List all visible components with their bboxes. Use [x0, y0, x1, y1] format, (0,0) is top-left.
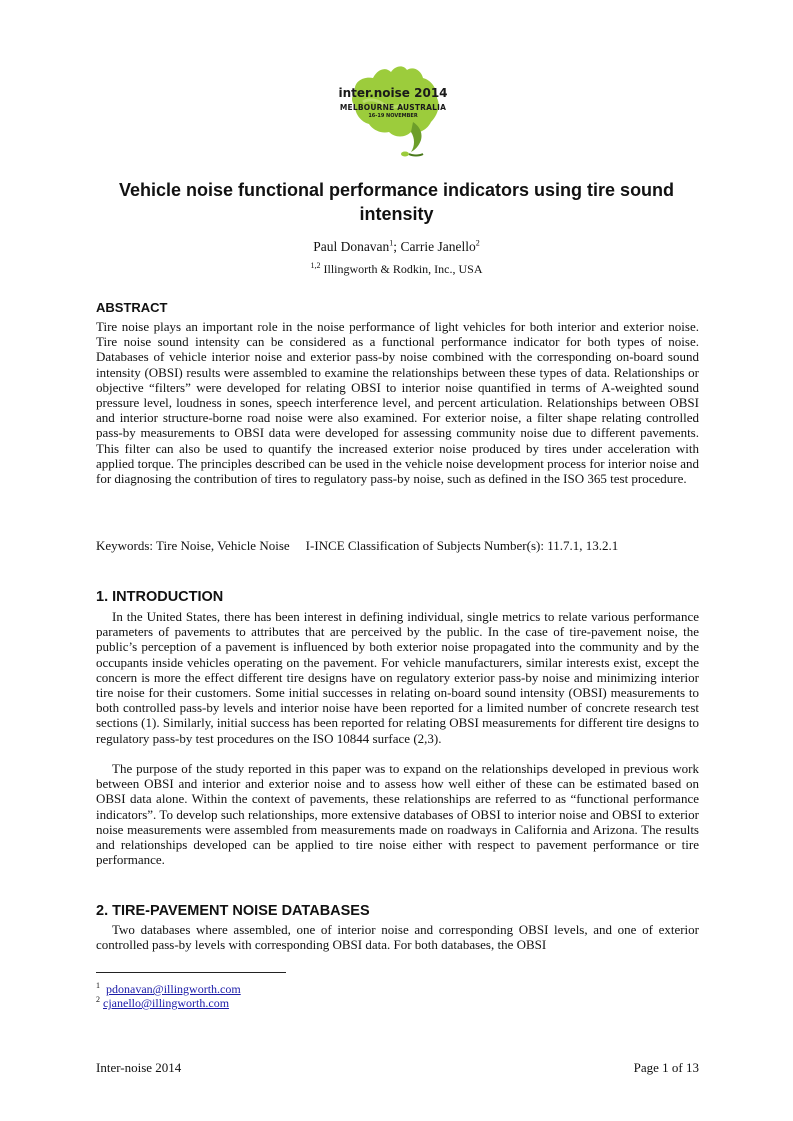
author-2: Carrie Janello: [400, 239, 476, 254]
footnote-1: [96, 982, 241, 996]
abstract-text: Tire noise plays an important role in the noise performance of light vehicles for both interior and exterior noise. Tire noise sound intensity can be considered as a functional performance indicator for both types of noise. Databases of vehicle interior noise and exterior pass-by noise combined with the corresponding on-board sound intensity (OBSI) results were assembled to examine the relationships between these types of data. Relationships or objective “filters” were developed for relating OBSI to interior noise quantified in terms of A-weighted sound pressure level, loudness in sones, speech interference level, and percent articulation. Relationships between OBSI and interior structure-borne road noise were also examined. For exterior noise, a filter shape relating controlled pass-by measurements to OBSI data were developed for assessing community noise due to different pavements. This filter can also be used to quantify the increased exterior noise produced by tires under acceleration with applied torque. The principles described can be used in the vehicle noise development process for interior noise and for diagnosing the contribution of tires to regulatory pass-by noise, such as defined in the ISO 365 test procedure.: [96, 319, 699, 487]
logo-location: MELBOURNE AUSTRALIA: [339, 103, 447, 112]
footer-conference: Inter-noise 2014: [96, 1060, 182, 1075]
section-1-heading: 1. INTRODUCTION: [96, 589, 224, 605]
author-1: Paul Donavan: [313, 239, 390, 254]
author-2-footnote-mark: 2: [475, 238, 480, 248]
footnote-1-mark: 1: [96, 981, 100, 990]
footnote-2-mark: 2: [96, 995, 100, 1004]
keywords-line: [96, 538, 618, 554]
paper-title: Vehicle noise functional performance indicators using tire sound intensity: [118, 180, 675, 224]
affiliation-mark: 1,2: [310, 261, 321, 270]
footnote-divider: [96, 972, 286, 973]
section-2-paragraph-1: Two databases where assembled, one of interior noise and corresponding OBSI levels, and one of exterior controlled pass-by levels with corresponding OBSI data. For both databases, the OBSI: [96, 922, 699, 953]
logo-title: inter.noise 2014: [338, 86, 448, 100]
footnote-2: [96, 996, 229, 1010]
footnote-2-email-link[interactable]: cjanello@illingworth.com: [103, 996, 230, 1010]
section-2-heading: 2. TIRE-PAVEMENT NOISE DATABASES: [96, 903, 370, 919]
section-1-paragraph-1: In the United States, there has been interest in defining individual, single metrics to relate various performance parameters of pavements to attributes that are perceived by the public. In the case of tire-pavement noise, the public’s perception of a pavement is influenced by both exterior noise propagated into the community and by the occupants inside vehicles operating on the pavement. For vehicle manufacturers, similar interests exist, except the concern is more the effect different tire designs have on regulatory exterior pass-by noise and minimizing interior tire noise for their customers. Some initial successes in relating on-board sound intensity (OBSI) measurements to both controlled pass-by levels and interior noise have been reported for a limited number of concrete research test sections (1). Similarly, initial success has been reported for relating OBSI measurements for different tire designs to regulatory pass-by test procedures on the ISO 10844 surface (2,3).: [96, 609, 699, 746]
conference-logo: [333, 62, 453, 162]
footnote-1-email-link[interactable]: pdonavan@illingworth.com: [106, 982, 241, 996]
section-1-paragraph-2: The purpose of the study reported in this paper was to expand on the relationships developed in previous work between OBSI and interior and exterior noise and to assess how well either of these can be estimated based on OBSI data alone. Within the context of pavements, these relationships are referred to as “functional performance indicators”. To develop such relationships, more extensive databases of OBSI to interior noise and OBSI to exterior noise measurements were assembled from measurements made on roadways in California and Arizona. The results and relationships developed can be applied to tire noise either with respect to pavement performance or tire performance.: [96, 761, 699, 868]
affiliation: Illingworth & Rodkin, Inc., USA: [320, 262, 483, 276]
affiliation-line: [96, 262, 697, 277]
logo-dates: 16-19 NOVEMBER: [368, 113, 418, 119]
author-line: [96, 239, 697, 255]
classification: I-INCE Classification of Subjects Number(s): 11.7.1, 13.2.1: [305, 538, 619, 553]
australia-map-icon: [333, 62, 453, 162]
keywords: Keywords: Tire Noise, Vehicle Noise: [96, 538, 290, 553]
footer-page-number: Page 1 of 13: [633, 1060, 699, 1075]
abstract-heading: ABSTRACT: [96, 300, 168, 315]
author-1-footnote-mark: 1: [389, 238, 394, 248]
author-separator: ;: [393, 239, 401, 254]
